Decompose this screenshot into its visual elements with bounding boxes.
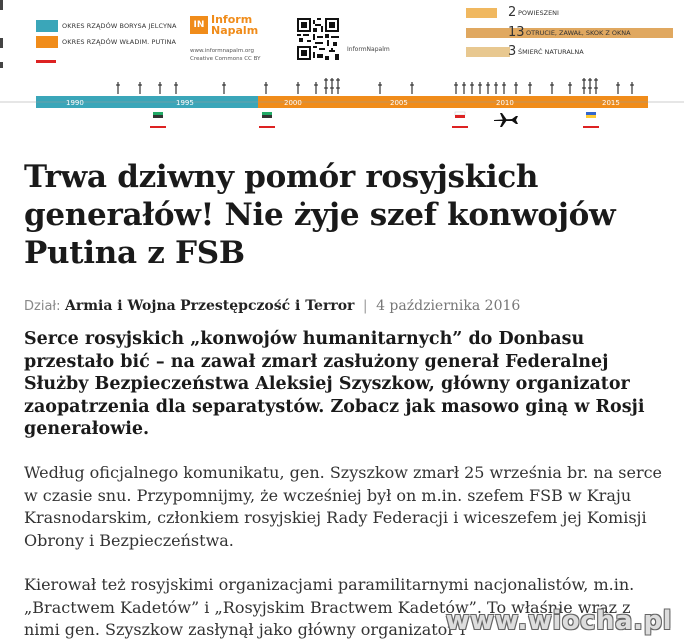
death-timeline <box>0 74 684 140</box>
year-label: 1995 <box>176 99 194 107</box>
legend-label-yeltsin: OKRES RZĄDÓW BORYSA JELCYNA <box>62 22 177 30</box>
infographic-banner <box>0 0 684 140</box>
stat-bar <box>466 47 510 57</box>
qr-code-icon <box>297 18 339 60</box>
legend-putin <box>36 36 176 48</box>
death-cross-icons <box>116 78 634 94</box>
edge-mark <box>0 0 3 10</box>
logo-license: Creative Commons CC BY <box>190 56 261 62</box>
qr-label: InformNapalm <box>347 46 390 53</box>
airplane-icon <box>494 113 518 127</box>
year-label: 2005 <box>390 99 408 107</box>
article-paragraph: Kierował też rosyjskimi organizacjami paramilitarnymi nacjonalistów, m.in. „Bractwem Kadetów” i „Rosyjskim Bractwem Kadetów”. To właśnie wraz z nimi gen. Szyszkow zasłynął jako główny organizator i <box>24 575 635 639</box>
logo-name-line1: Inform <box>211 13 253 26</box>
legend-yeltsin <box>36 20 177 32</box>
logo-url: www.informnapalm.org <box>190 48 254 54</box>
article-meta <box>24 296 520 317</box>
year-label: 2015 <box>602 99 620 107</box>
year-label: 2010 <box>496 99 514 107</box>
logo-name <box>211 14 271 36</box>
article-paragraph: Według oficjalnego komunikatu, gen. Szyszkow zmarł 25 września br. na serce w czasie snu. Przypomnijmy, że wcześniej był on m.in. szefem FSB w Kraju Krasnodarskim, członkiem rosyjskiej Rady Federacji i wiceszefem jej Komisji Obrony i Bezpieczeństwa. <box>24 463 663 550</box>
stat-poison <box>466 24 684 42</box>
edge-mark <box>0 62 3 68</box>
site-watermark: www.wiocha.pl <box>445 606 672 636</box>
stat-hanged <box>466 4 684 22</box>
article-lead: Serce rosyjskich „konwojów humanitarnych” do Donbasu przestało bić – na zawał zmarł zasłużony generał Federalnej Służby Bezpieczeństwa Aleksiej Szyszkow, główny organizator zaopatrzenia dla separatystów. Zobacz jak masowo giną w Rosji generałowie. <box>24 329 645 439</box>
flag-icons <box>153 112 596 118</box>
stat-natural <box>466 43 684 61</box>
category-link-crime[interactable]: Przestępczość i Terror <box>180 298 355 314</box>
stat-label: ŚMIERĆ NATURALNA <box>518 48 584 56</box>
legend-label-putin: OKRES RZĄDÓW WŁADIM. PUTINA <box>62 38 176 46</box>
stat-label: POWIESZENI <box>518 9 559 17</box>
legend-swatch-putin <box>36 36 58 48</box>
stat-number: 13 <box>508 25 525 40</box>
stat-label: OTRUCIE, ZAWAŁ, SKOK Z OKNA <box>526 29 631 37</box>
legend-swatch-yeltsin <box>36 20 58 32</box>
legend-red-dash <box>36 60 56 63</box>
edge-mark <box>0 38 3 48</box>
logo-mark: IN <box>190 16 208 34</box>
stat-number: 3 <box>508 44 517 59</box>
informnapalm-logo <box>190 14 270 66</box>
year-label: 1990 <box>66 99 84 107</box>
logo-name-line2: Napalm <box>211 24 259 37</box>
year-label: 2000 <box>284 99 302 107</box>
publish-date: 4 października 2016 <box>376 298 521 314</box>
stat-bar <box>466 8 497 18</box>
meta-separator: | <box>362 298 368 314</box>
stat-number: 2 <box>508 5 517 20</box>
article-headline: Trwa dziwny pomór rosyjskich generałów! Nie żyje szef konwojów Putina z FSB <box>24 159 616 271</box>
category-link-army[interactable]: Armia i Wojna <box>64 298 176 314</box>
meta-label: Dział: <box>24 299 61 314</box>
timeline-red-marks <box>150 126 599 128</box>
